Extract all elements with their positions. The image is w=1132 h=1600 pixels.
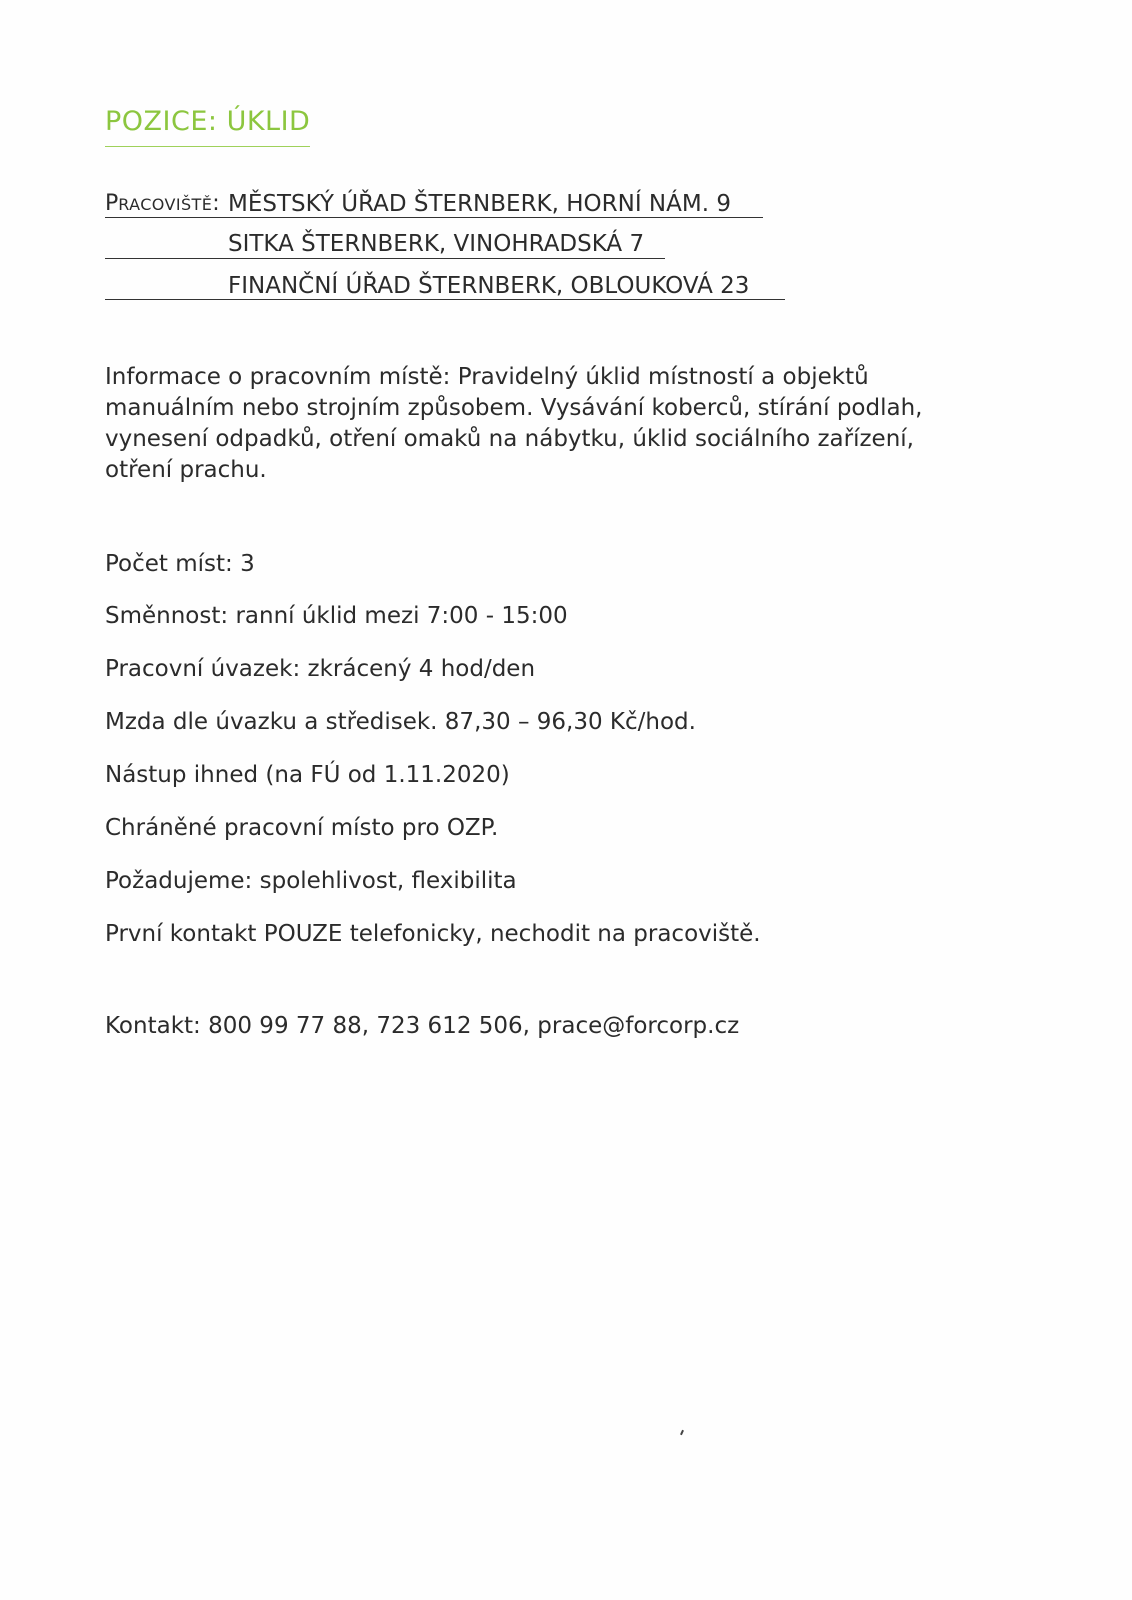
wage-info: Mzda dle úvazku a středisek. 87,30 – 96,30 Kč/hod. — [105, 709, 696, 735]
shift-info: Směnnost: ranní úklid mezi 7:00 - 15:00 — [105, 603, 568, 629]
positions-count: Počet míst: 3 — [105, 551, 255, 577]
start-info: Nástup ihned (na FÚ od 1.11.2020) — [105, 762, 510, 788]
workplace-underline-2 — [105, 258, 665, 259]
workplace-address-2: SITKA ŠTERNBERK, VINOHRADSKÁ 7 — [228, 231, 645, 257]
workplace-label-colon: : — [212, 191, 220, 216]
workplace-underline-3 — [105, 299, 785, 300]
title-underline — [105, 146, 310, 147]
position-title: POZICE: ÚKLID — [105, 106, 311, 137]
first-contact-info: První kontakt POUZE telefonicky, nechodit na pracoviště. — [105, 921, 761, 947]
workplace-address-1: MĚSTSKÝ ÚŘAD ŠTERNBERK, HORNÍ NÁM. 9 — [228, 191, 731, 217]
workplace-underline-1 — [105, 217, 763, 218]
workplace-label-rest: RACOVIŠTĚ — [118, 195, 213, 214]
workload-info: Pracovní úvazek: zkrácený 4 hod/den — [105, 656, 536, 682]
protected-job-info: Chráněné pracovní místo pro OZP. — [105, 815, 499, 841]
workplace-label — [105, 190, 220, 219]
job-info-paragraph: Informace o pracovním místě: Pravidelný úklid místností a objektů manuálním nebo strojním způsobem. Vysávání koberců, stírání podlah, vynesení odpadků, otření omaků na nábytku, úklid sociálního zařízení, otření prachu. — [105, 364, 923, 483]
scan-speck — [680, 1430, 684, 1435]
workplace-label-initial: P — [105, 191, 119, 216]
workplace-address-3: FINANČNÍ ÚŘAD ŠTERNBERK, OBLOUKOVÁ 23 — [228, 273, 750, 299]
contact-info: Kontakt: 800 99 77 88, 723 612 506, prace@forcorp.cz — [105, 1013, 740, 1039]
requirements-info: Požadujeme: spolehlivost, flexibilita — [105, 868, 517, 894]
